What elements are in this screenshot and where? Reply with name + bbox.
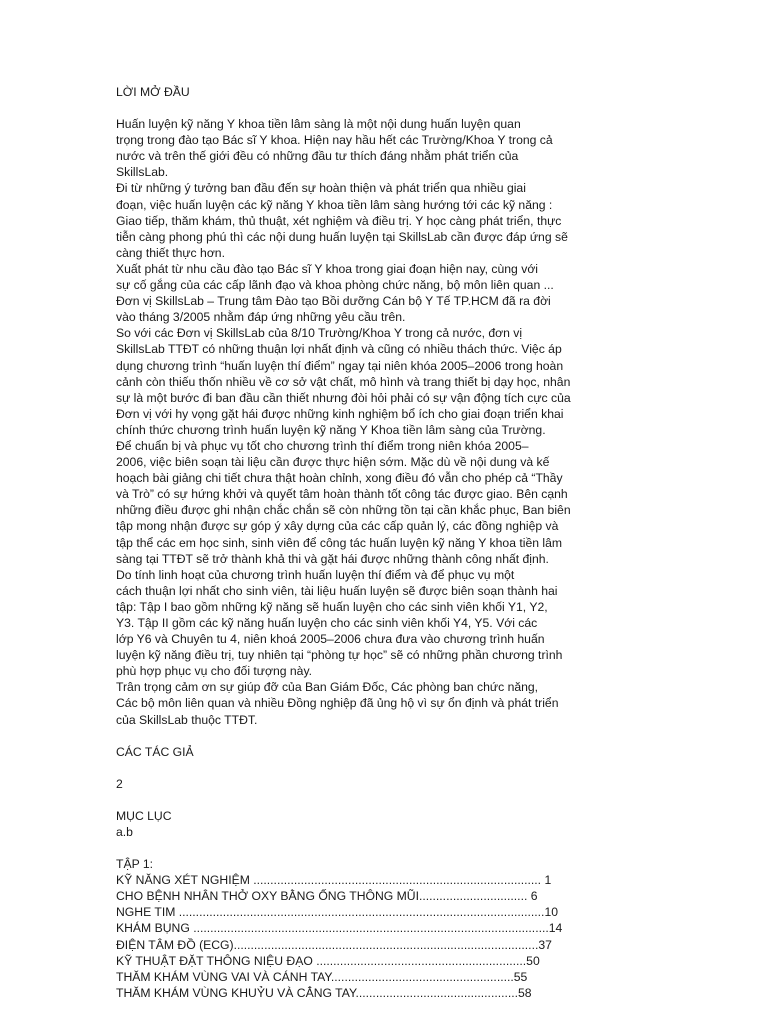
body-line: tập mong nhận được sự góp ý xây dựng của các cấp quản lý, các đồng nghiệp và [116, 519, 559, 534]
signature: CÁC TÁC GIẢ [116, 744, 194, 759]
spacer [116, 728, 676, 744]
body-line: cách thuận lợi nhất cho sinh viên, tài liệu huấn luyện sẽ được biên soạn thành hai [116, 583, 558, 598]
toc-entry[interactable]: CHO BỆNH NHÂN THỞ OXY BẰNG ỐNG THÔNG MŨI................................ 6 [116, 889, 538, 904]
preface-title: LỜI MỞ ĐẦU [116, 85, 190, 99]
body-line: Để chuẩn bị và phục vụ tốt cho chương trình thí điểm trong niên khóa 2005– [116, 438, 529, 453]
spacer [116, 792, 676, 808]
body-line: càng thiết thực hơn. [116, 245, 225, 260]
toc-entry[interactable]: NGHE TIM ............................................................................................................10 [116, 905, 558, 920]
body-line: hoạch bài giảng chi tiết chưa thật hoàn chỉnh, xong điều đó vẫn cho phép cả “Thầy [116, 471, 563, 486]
toc-entry[interactable]: ĐIỆN TÂM ĐỒ (ECG)..........................................................................................37 [116, 937, 552, 952]
body-line: sàng tại TTĐT sẽ trở thành khả thi và gặt hái được những thành công nhất định. [116, 551, 549, 566]
toc-entry[interactable]: THĂM KHÁM VÙNG VAI VÀ CÁNH TAY......................................................55 [116, 969, 528, 984]
body-line: Do tính linh hoạt của chương trình huấn luyện thí điểm và để phục vụ một [116, 567, 515, 582]
body-line: Đi từ những ý tưởng ban đầu đến sự hoàn thiện và phát triển qua nhiều giai [116, 181, 526, 196]
body-line: 2006, việc biên soạn tài liệu cần được thực hiện sớm. Mặc dù về nội dung và kế [116, 455, 550, 470]
body-line: chính thức chương trình huấn luyện kỹ năng Y Khoa tiền lâm sàng của Trường. [116, 422, 546, 437]
body-line: vào tháng 3/2005 nhằm đáp ứng những yêu cầu trên. [116, 310, 406, 325]
page-number: 2 [116, 776, 123, 791]
body-line: Đơn vị với hy vọng gặt hái được những kinh nghiệm bổ ích cho giai đoạn triển khai [116, 406, 564, 421]
body-line: SkillsLab. [116, 165, 169, 180]
preface-body [116, 116, 676, 728]
toc-title: MỤC LỤC [116, 808, 172, 823]
body-line: tập: Tập I bao gồm những kỹ năng sẽ huấn luyện cho các sinh viên khối Y1, Y2, [116, 599, 548, 614]
toc-entry[interactable]: KỸ NĂNG XÉT NGHIỆM ..................................................................................... 1 [116, 873, 552, 888]
body-line: Xuất phát từ nhu cầu đào tạo Bác sĩ Y khoa trong giai đoạn hiện nay, cùng với [116, 261, 539, 276]
body-line: phù hợp phục vụ cho đối tượng này. [116, 664, 313, 679]
toc-entry[interactable]: KHÁM BỤNG .........................................................................................................14 [116, 921, 563, 936]
body-line: sự là một bước đi ban đầu cần thiết nhưng đòi hỏi phải có sự vận động tích cực của [116, 390, 571, 405]
body-line: Trân trọng cảm ơn sự giúp đỡ của Ban Giám Đốc, Các phòng ban chức năng, [116, 680, 539, 695]
body-line: nước và trên thế giới đều có những đầu tư thích đáng nhằm phát triển của [116, 149, 519, 164]
toc-entry[interactable]: KỸ THUẬT ĐẶT THÔNG NIỆU ĐẠO ..............................................................50 [116, 953, 540, 968]
body-line: So với các Đơn vị SkillsLab của 8/10 Trường/Khoa Y trong cả nước, đơn vị [116, 326, 523, 341]
body-line: Giao tiếp, thăm khám, thủ thuật, xét nghiệm và điều trị. Y học càng phát triển, thực [116, 213, 562, 228]
spacer [116, 100, 676, 116]
spacer [116, 840, 676, 856]
body-line: lớp Y6 và Chuyên tu 4, niên khoá 2005–2006 chưa đưa vào chương trình huấn [116, 632, 545, 647]
body-line: tập thể các em học sinh, sinh viên để công tác huấn luyện kỹ năng Y khoa tiền lâm [116, 535, 563, 550]
toc-subtitle: a.b [116, 824, 133, 839]
body-line: sự cố gắng của các cấp lãnh đạo và khoa phòng chức năng, bộ môn liên quan ... [116, 278, 554, 293]
toc-entry[interactable]: THĂM KHÁM VÙNG KHUỶU VÀ CẲNG TAY................................................58 [116, 985, 532, 1000]
body-line: Các bộ môn liên quan và nhiều Đồng nghiệp đã ủng hộ vì sự ổn định và phát triển [116, 696, 559, 711]
body-line: Đơn vị SkillsLab – Trung tâm Đào tạo Bồi dưỡng Cán bộ Y Tế TP.HCM đã ra đời [116, 294, 551, 309]
body-line: trọng trong đào tạo Bác sĩ Y khoa. Hiện nay hầu hết các Trường/Khoa Y trong cả [116, 133, 553, 148]
body-line: Huấn luyện kỹ năng Y khoa tiền lâm sàng là một nội dung huấn luyện quan [116, 117, 521, 132]
body-line: tiễn càng phong phú thì các nội dung huấn luyện tại SkillsLab cần được đáp ứng sẽ [116, 229, 568, 244]
body-line: Y3. Tập II gồm các kỹ năng huấn luyện cho các sinh viên khối Y4, Y5. Với các [116, 616, 538, 630]
toc-volume: TẬP 1: [116, 857, 154, 872]
table-of-contents [116, 808, 676, 1001]
body-line: và Trò” có sự hứng khởi và quyết tâm hoàn thành tốt công tác được giao. Bên cạnh [116, 487, 568, 502]
body-line: dụng chương trình “huấn luyện thí điểm” ngay tại niên khóa 2005–2006 trong hoàn [116, 358, 564, 373]
body-line: SkillsLab TTĐT có những thuận lợi nhất định và cũng có nhiều thách thức. Việc áp [116, 342, 562, 357]
body-line: cảnh còn thiếu thốn nhiều về cơ sở vật chất, mô hình và trang thiết bị dạy học, nhân [116, 374, 571, 389]
body-line: của SkillsLab thuộc TTĐT. [116, 712, 258, 727]
body-line: luyện kỹ năng điều trị, tuy nhiên tại “phòng tự học” sẽ có những phần chương trình [116, 648, 563, 663]
body-line: đoạn, việc huấn luyện các kỹ năng Y khoa tiền lâm sàng hướng tới các kỹ năng : [116, 197, 553, 212]
spacer [116, 760, 676, 776]
body-line: những điều được ghi nhận chắc chắn sẽ còn những tồn tại cần khắc phục, Ban biên [116, 503, 571, 518]
document-page [116, 84, 676, 1001]
